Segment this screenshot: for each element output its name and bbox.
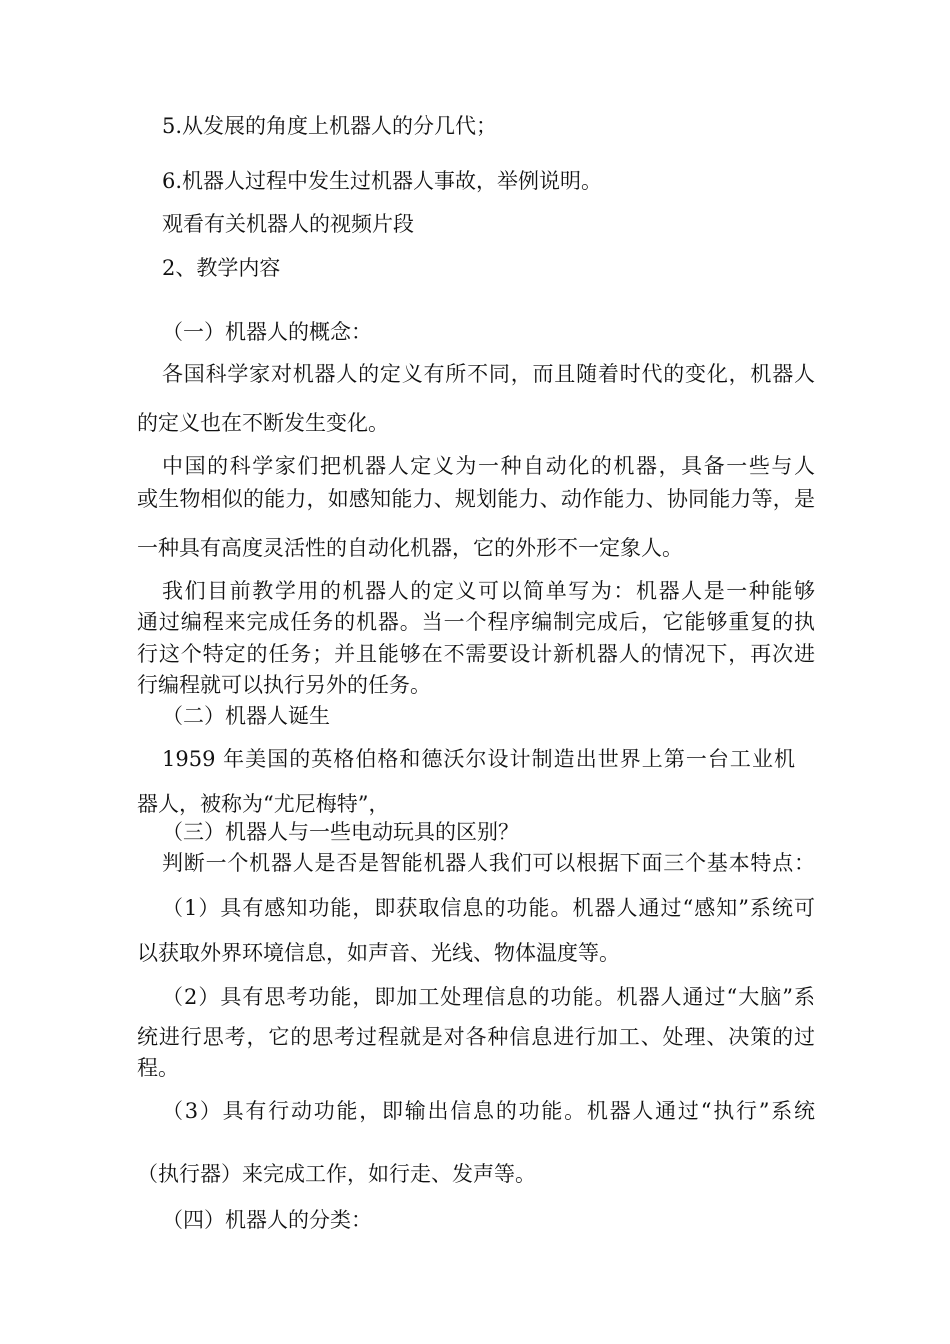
feature-2-line-2: 统进行思考，它的思考过程就是对各种信息进行加工、处理、决策的过 (137, 1025, 815, 1049)
difference-heading: （三）机器人与一些电动玩具的区别？ (162, 820, 519, 844)
classification-heading: （四）机器人的分类： (162, 1208, 372, 1232)
concept-paragraph-1-line-2: 的定义也在不断发生变化。 (137, 411, 389, 435)
concept-paragraph-2-line-2: 或生物相似的能力，如感知能力、规划能力、动作能力、协同能力等，是 (137, 487, 815, 511)
concept-paragraph-1-line-1: 各国科学家对机器人的定义有所不同，而且随着时代的变化，机器人 (162, 362, 815, 386)
feature-2-line-3: 程。 (137, 1056, 179, 1080)
concept-paragraph-3-line-3: 行这个特定的任务；并且能够在不需要设计新机器人的情况下，再次进 (137, 642, 815, 666)
video-note: 观看有关机器人的视频片段 (162, 212, 414, 236)
concept-heading: （一）机器人的概念： (162, 320, 372, 344)
feature-1-line-1: （1）具有感知功能，即获取信息的功能。机器人通过“感知”系统可 (162, 896, 815, 920)
feature-2-line-1: （2）具有思考功能，即加工处理信息的功能。机器人通过“大脑”系 (162, 985, 815, 1009)
section-heading-2: 2、教学内容 (162, 256, 281, 280)
birth-paragraph-line-2: 器人，被称为“尤尼梅特”， (137, 792, 390, 816)
feature-1-line-2: 以获取外界环境信息，如声音、光线、物体温度等。 (137, 941, 620, 965)
concept-paragraph-3-line-4: 行编程就可以执行另外的任务。 (137, 673, 431, 697)
question-5: 5.从发展的角度上机器人的分几代； (162, 114, 498, 138)
difference-intro: 判断一个机器人是否是智能机器人我们可以根据下面三个基本特点： (162, 851, 815, 875)
birth-heading: （二）机器人诞生 (162, 704, 330, 728)
birth-paragraph-line-1: 1959 年美国的英格伯格和德沃尔设计制造出世界上第一台工业机 (162, 747, 795, 771)
feature-3-line-2: （执行器）来完成工作，如行走、发声等。 (137, 1162, 536, 1186)
concept-paragraph-2-line-3: 一种具有高度灵活性的自动化机器，它的外形不一定象人。 (137, 536, 683, 560)
concept-paragraph-3-line-2: 通过编程来完成任务的机器。当一个程序编制完成后，它能够重复的执 (137, 610, 815, 634)
concept-paragraph-2-line-1: 中国的科学家们把机器人定义为一种自动化的机器，具备一些与人 (162, 454, 815, 478)
question-6: 6.机器人过程中发生过机器人事故，举例说明。 (162, 169, 603, 193)
feature-3-line-1: （3）具有行动功能，即输出信息的功能。机器人通过“执行”系统 (162, 1099, 815, 1123)
concept-paragraph-3-line-1: 我们目前教学用的机器人的定义可以简单写为：机器人是一种能够 (162, 579, 815, 603)
